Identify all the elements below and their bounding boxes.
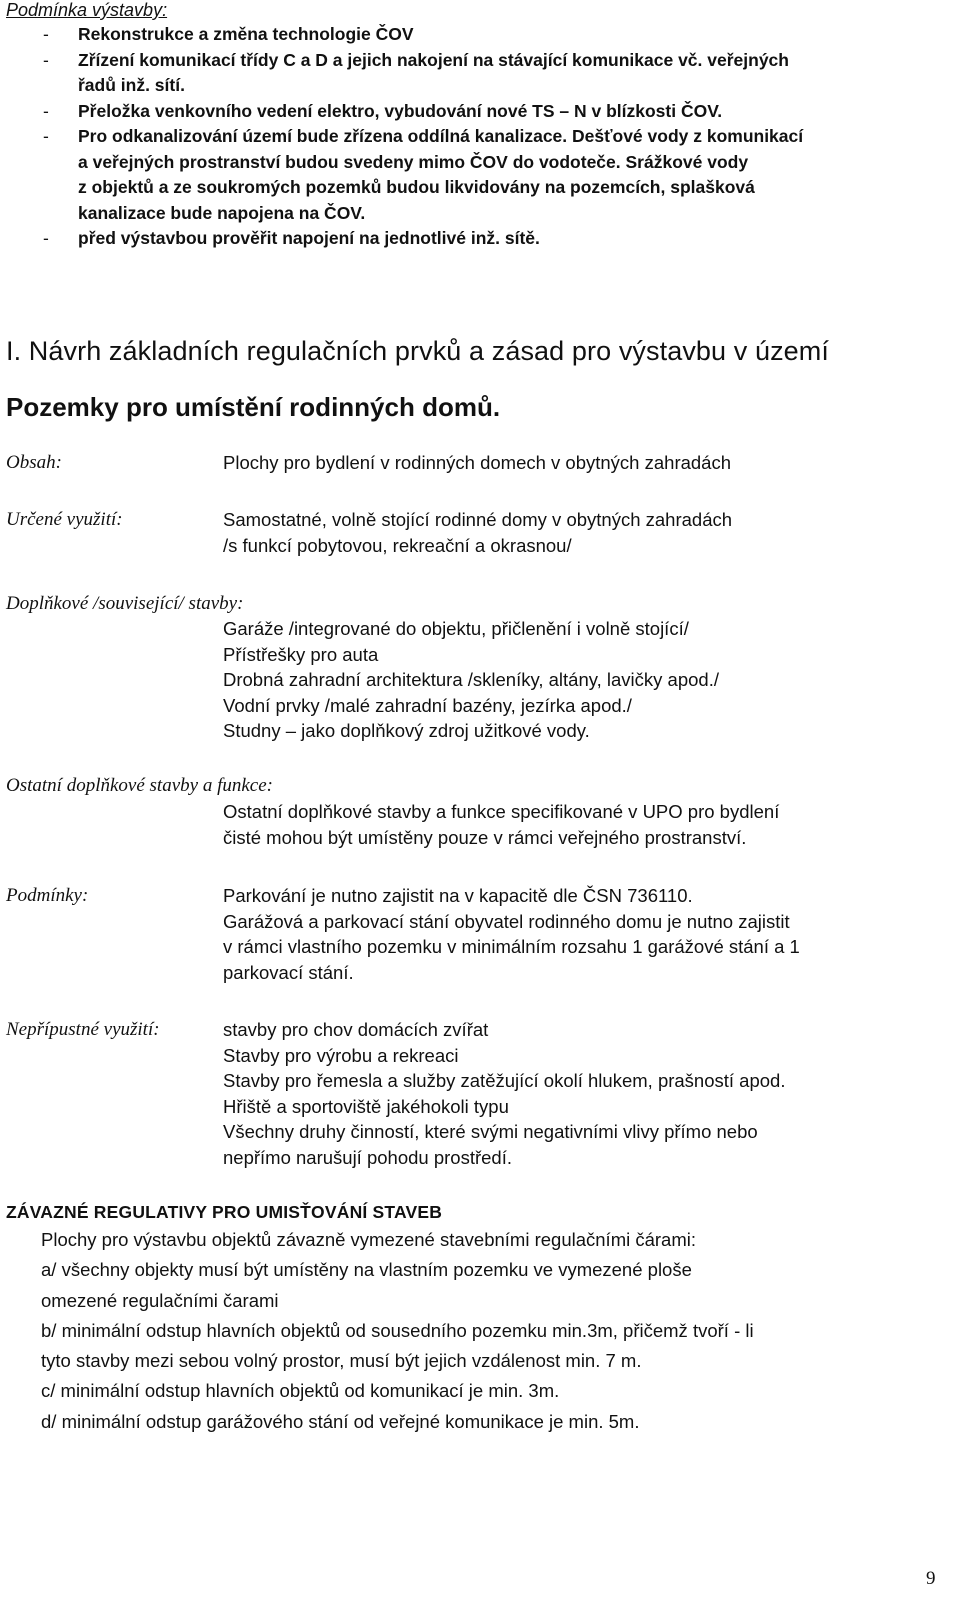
regulativ-line: a/ všechny objekty musí být umístěny na vlastním pozemku ve vymezené ploše xyxy=(41,1259,692,1281)
neprip-line: Všechny druhy činností, které svými negativními vlivy přímo nebo xyxy=(223,1121,758,1142)
conditions-heading: Podmínka výstavby: xyxy=(6,0,168,20)
ostatni-line: Ostatní doplňkové stavby a funkce specifikované v UPO pro bydlení xyxy=(223,801,780,822)
page-number: 9 xyxy=(926,1568,936,1589)
urcene-line: Samostatné, volně stojící rodinné domy v obytných zahradách xyxy=(223,509,733,530)
neprip-line: Stavby pro výrobu a rekreaci xyxy=(223,1044,459,1066)
dash-bullet: - xyxy=(43,49,49,70)
condition-item xyxy=(6,22,946,48)
doplnkove-line: Drobná zahradní architektura /skleníky, altány, lavičky apod./ xyxy=(223,669,719,690)
regulativy-title: ZÁVAZNÉ REGULATIVY PRO UMISŤOVÁNÍ STAVEB xyxy=(6,1202,443,1222)
dash-bullet: - xyxy=(43,100,49,121)
condition-line: z objektů a ze soukromých pozemků budou likvidovány na pozemcích, splašková xyxy=(78,177,755,197)
condition-line: kanalizace bude napojena na ČOV. xyxy=(78,202,366,223)
urcene-label: Určené využití: xyxy=(6,509,123,530)
regulativ-line: omezené regulačními čarami xyxy=(41,1289,279,1311)
neprip-line: nepřímo narušují pohodu prostředí. xyxy=(223,1146,512,1168)
neprip-value xyxy=(223,1017,785,1170)
podminky-line: v rámci vlastního pozemku v minimálním rozsahu 1 garážové stání a 1 xyxy=(223,936,800,957)
regulativ-line: b/ minimální odstup hlavních objektů od sousedního pozemku min.3m, přičemž tvoří - li xyxy=(41,1319,754,1341)
condition-line: Zřízení komunikací třídy C a D a jejich nakojení na stávající komunikace vč. veřejných xyxy=(78,49,789,70)
condition-item xyxy=(6,99,946,125)
obsah-value xyxy=(223,450,731,476)
podminky-label: Podmínky: xyxy=(6,885,89,906)
doplnkove-line: Vodní prvky /malé zahradní bazény, jezírka apod./ xyxy=(223,694,632,716)
urcene-line: /s funkcí pobytovou, rekreační a okrasnou/ xyxy=(223,534,572,556)
podminky-line: Garážová a parkovací stání obyvatel rodinného domu je nutno zajistit xyxy=(223,910,790,932)
regulativ-line: c/ minimální odstup hlavních objektů od komunikací je min. 3m. xyxy=(41,1380,560,1402)
condition-item xyxy=(6,226,946,252)
condition-item xyxy=(6,48,946,99)
regulativ-line: d/ minimální odstup garážového stání od veřejné komunikace je min. 5m. xyxy=(41,1410,640,1432)
condition-line: Přeložka venkovního vedení elektro, vybudování nové TS – N v blízkosti ČOV. xyxy=(78,100,723,121)
subsection-title: Pozemky pro umístění rodinných domů. xyxy=(6,392,501,422)
podminky-value xyxy=(223,883,800,985)
condition-line: Pro odkanalizování území bude zřízena oddílná kanalizace. Dešťové vody z komunikací xyxy=(78,126,804,146)
ostatni-value xyxy=(223,799,779,850)
obsah-label: Obsah: xyxy=(6,452,62,473)
doplnkove-label: Doplňkové /související/ stavby: xyxy=(6,593,244,614)
regulativ-line: Plochy pro výstavbu objektů závazně vymezené stavebními regulačními čárami: xyxy=(41,1229,696,1250)
ostatni-line: čisté mohou být umístěny pouze v rámci veřejného prostranství. xyxy=(223,826,747,848)
regulativy-text xyxy=(41,1225,941,1437)
ostatni-label: Ostatní doplňkové stavby a funkce: xyxy=(6,775,273,796)
obsah-line: Plochy pro bydlení v rodinných domech v obytných zahradách xyxy=(223,452,732,473)
podminky-line: Parkování je nutno zajistit na v kapacitě dle ČSN 736110. xyxy=(223,885,693,906)
podminky-line: parkovací stání. xyxy=(223,961,354,983)
doplnkove-value xyxy=(223,616,719,744)
section-title: I. Návrh základních regulačních prvků a zásad pro výstavbu v území xyxy=(6,336,829,366)
neprip-line: Hřiště a sportoviště jakéhokoli typu xyxy=(223,1095,509,1117)
neprip-line: Stavby pro řemesla a služby zatěžující okolí hlukem, prašností apod. xyxy=(223,1070,786,1091)
condition-line: řadů inž. sítí. xyxy=(78,75,185,95)
doplnkove-line: Studny – jako doplňkový zdroj užitkové vody. xyxy=(223,720,590,741)
neprip-label: Nepřípustné využití: xyxy=(6,1019,160,1040)
dash-bullet: - xyxy=(43,24,49,44)
doplnkove-line: Garáže /integrované do objektu, přičlenění i volně stojící/ xyxy=(223,618,689,639)
doplnkove-line: Přístřešky pro auta xyxy=(223,643,379,665)
regulativ-line: tyto stavby mezi sebou volný prostor, musí být jejich vzdálenost min. 7 m. xyxy=(41,1350,642,1372)
condition-line: a veřejných prostranství budou svedeny mimo ČOV do vodoteče. Srážkové vody xyxy=(78,151,749,172)
conditions-list xyxy=(6,22,946,252)
dash-bullet: - xyxy=(43,228,49,248)
condition-line: před výstavbou prověřit napojení na jednotlivé inž. sítě. xyxy=(78,228,540,248)
urcene-value xyxy=(223,507,732,558)
neprip-line: stavby pro chov domácích zvířat xyxy=(223,1019,489,1040)
dash-bullet: - xyxy=(43,126,49,146)
condition-line: Rekonstrukce a změna technologie ČOV xyxy=(78,24,414,44)
condition-item xyxy=(6,124,946,226)
